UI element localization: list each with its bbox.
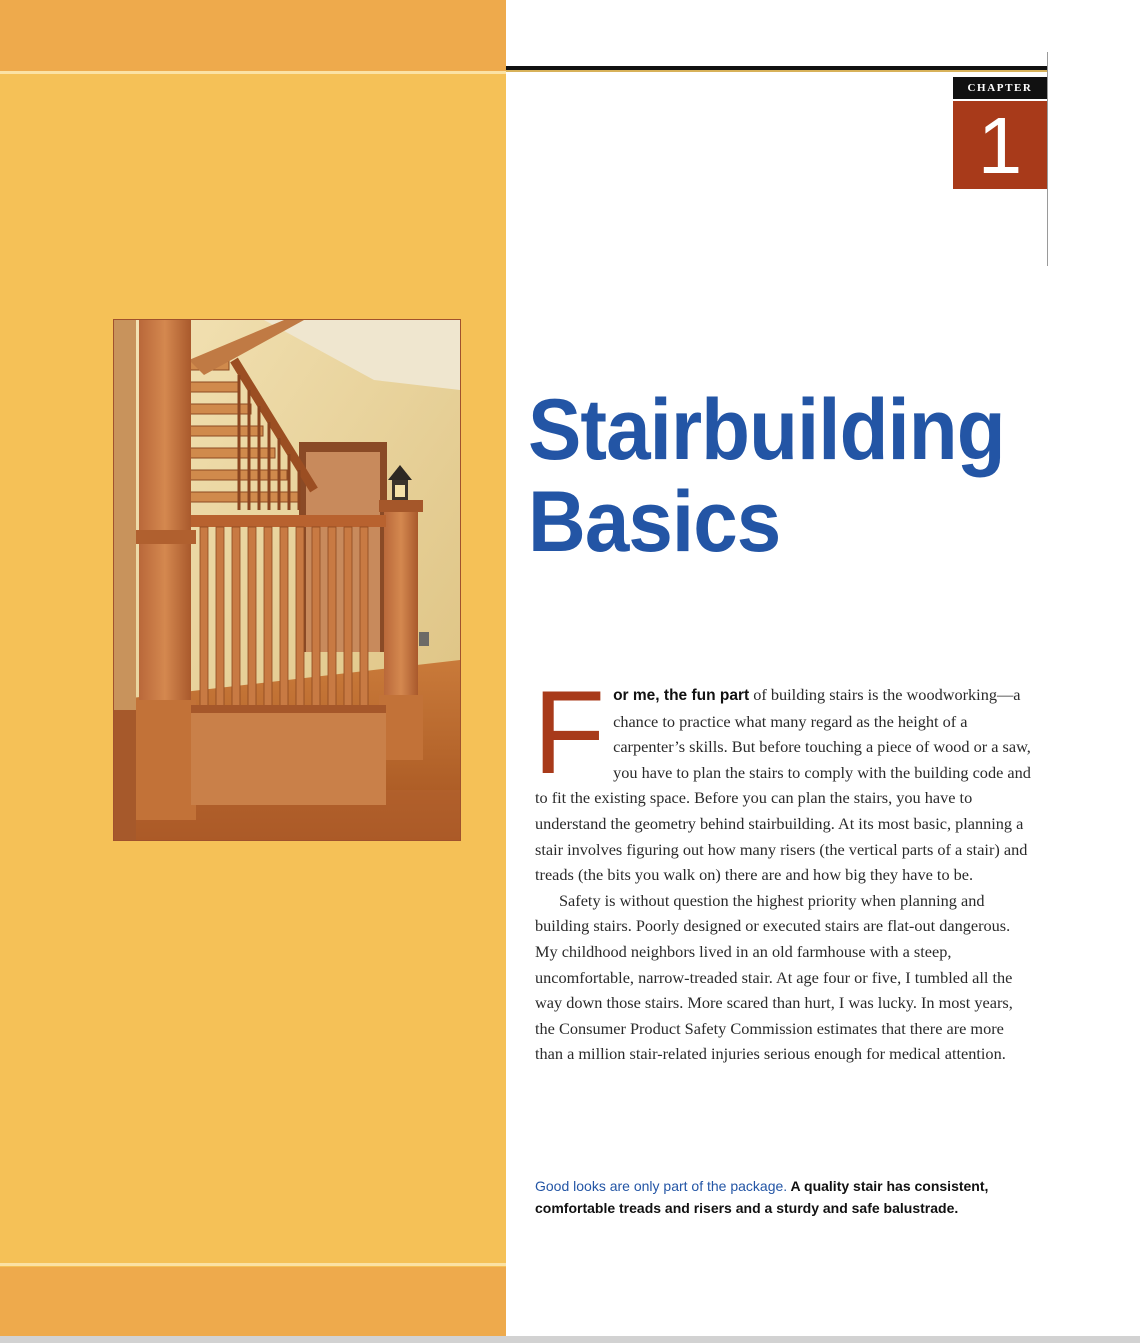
caption-lead: Good looks are only part of the package. [535,1178,788,1194]
lead-in: or me, the fun part [613,687,750,704]
chapter-title-line2: Basics [528,474,781,570]
top-color-band [0,0,506,71]
photo-caption [535,1175,1035,1219]
bottom-color-band [0,1267,506,1336]
chapter-number: 1 [953,101,1047,189]
body-paragraph-1-text: of building stairs is the woodworking—a chance to practice what many regard as the height of a carpenter’s skills. But before touching a piece of wood or a saw, you have to plan the stairs to comply with the building code and to fit the existing space. Before you can plan the stairs, you have to understand the geometry behind stairbuilding. At its most basic, planning a stair involves figuring out how many risers (the vertical parts of a stair) and treads (the bits you walk on) there are and how big they have to be. [535,685,1031,885]
body-text [533,667,1031,1067]
chapter-title [528,384,1049,568]
staircase-photo [113,319,461,841]
caption-text: A quality stair has consistent, comfortable treads and risers and a sturdy and safe balustrade. [535,1178,989,1216]
header-rule-accent [506,70,1048,72]
vertical-rule [1047,52,1048,266]
body-paragraph-2: Safety is without question the highest priority when planning and building stairs. Poorly designed or executed stairs are flat-out dangerous. My childhood neighbors lived in an old farmhouse with a steep, uncomfortable, narrow-treaded stair. At age four or five, I tumbled all the way down those stairs. More scared than hurt, I was lucky. In most years, the Consumer Product Safety Commission estimates that there are more than a million stair-related injuries serious enough for medical attention. [535,890,1013,1064]
bottom-band-divider [0,1263,506,1266]
page-bottom-strip [0,1336,1140,1343]
body-paragraph-1 [533,667,1031,888]
chapter-label: CHAPTER [953,77,1047,99]
chapter-title-line1: Stairbuilding [528,382,1005,478]
top-band-divider [0,71,506,74]
drop-cap: F [533,667,606,799]
